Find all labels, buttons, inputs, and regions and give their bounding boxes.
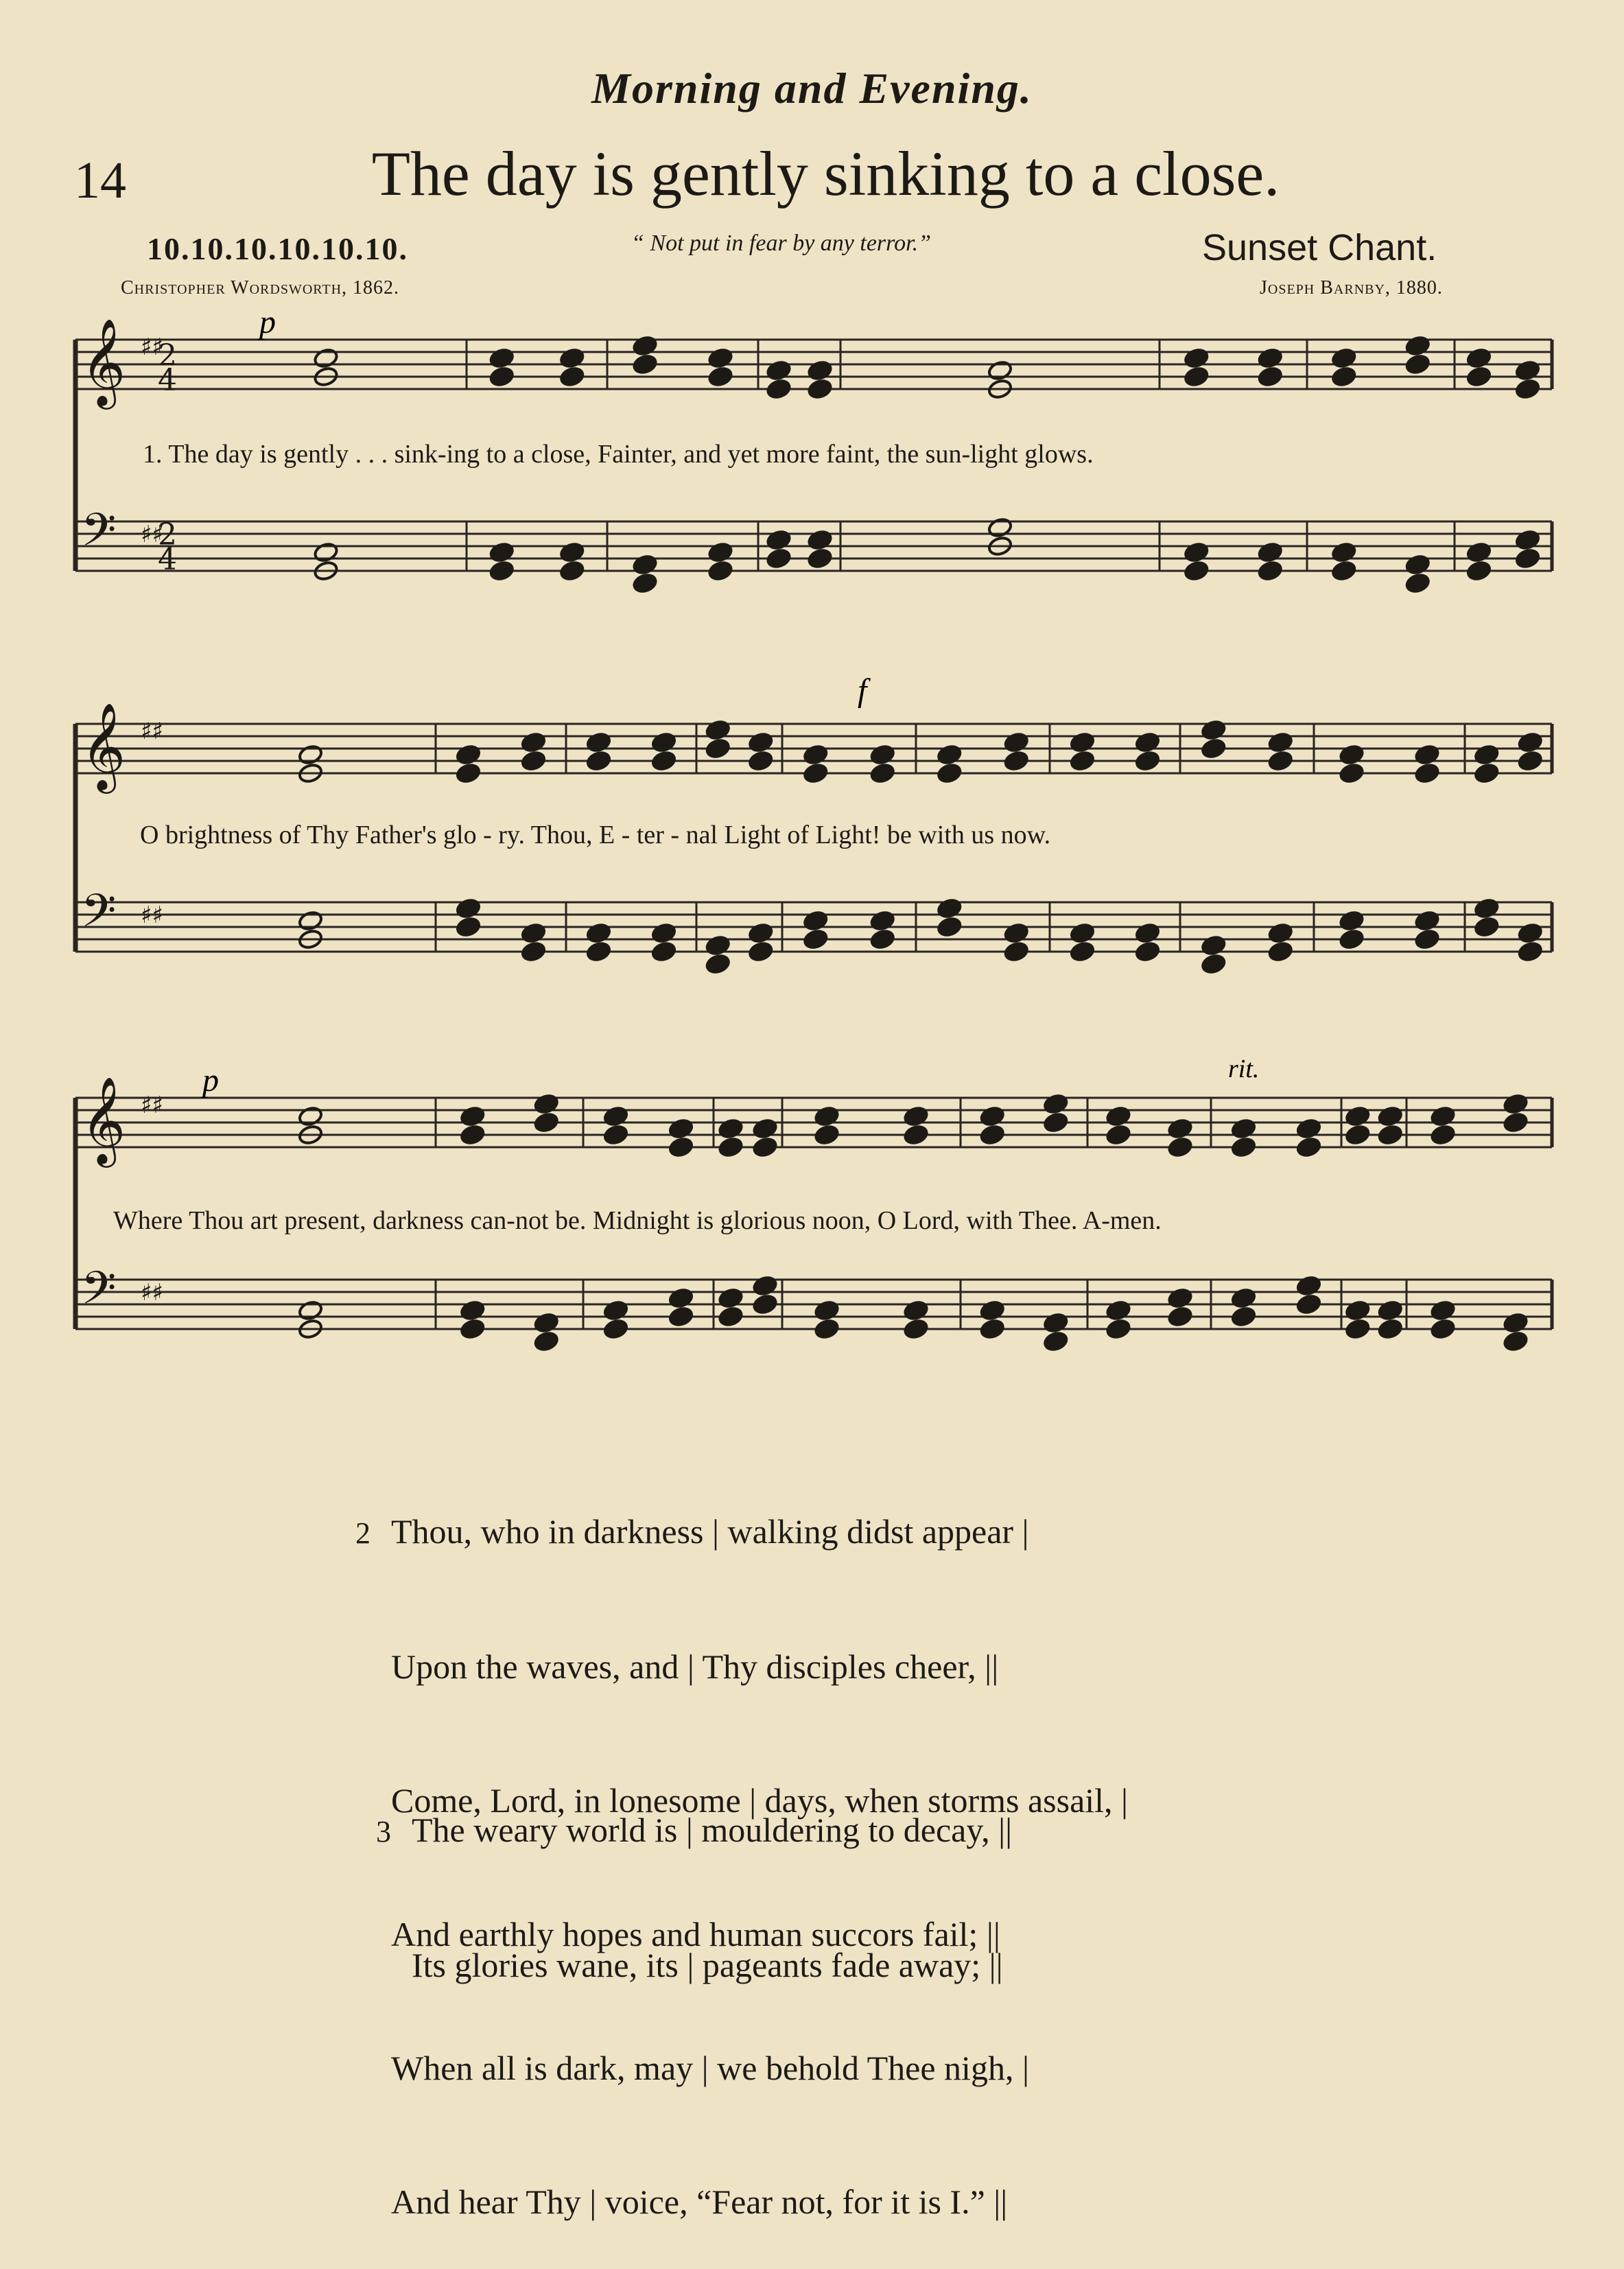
note-head bbox=[1331, 560, 1357, 582]
section-heading: Morning and Evening. bbox=[591, 64, 1033, 113]
verse-line bbox=[355, 2046, 1128, 2091]
note-head bbox=[1339, 910, 1365, 932]
note-head bbox=[1003, 731, 1029, 753]
note-head bbox=[533, 1312, 559, 1334]
note-head bbox=[1070, 941, 1096, 963]
note-head bbox=[807, 529, 833, 551]
note-head bbox=[1466, 366, 1492, 388]
note-head bbox=[603, 1124, 629, 1146]
note-head bbox=[1003, 750, 1029, 772]
note-head bbox=[1105, 1300, 1131, 1321]
note-head bbox=[1167, 1306, 1193, 1328]
note-head bbox=[718, 1136, 744, 1158]
note-head bbox=[869, 928, 895, 950]
note-head bbox=[521, 731, 547, 753]
treble-clef-icon: 𝄞 bbox=[81, 702, 126, 790]
lyric-line-1: 1. The day is gently . . . sink-ing to a close, Fainter, and yet more faint, the sun-light glows. bbox=[143, 440, 1094, 469]
note-head bbox=[937, 762, 963, 784]
note-head bbox=[1339, 928, 1365, 950]
note-head bbox=[460, 1318, 486, 1340]
note-head bbox=[651, 750, 677, 772]
note-head bbox=[707, 347, 733, 369]
note-head bbox=[668, 1306, 694, 1328]
note-head bbox=[1517, 731, 1543, 753]
note-head bbox=[603, 1300, 629, 1321]
note-head bbox=[1135, 731, 1161, 753]
note-head bbox=[521, 922, 547, 944]
note-head bbox=[1070, 750, 1096, 772]
note-head bbox=[521, 750, 547, 772]
note-head bbox=[1105, 1318, 1131, 1340]
note-head bbox=[1231, 1118, 1257, 1140]
note-head bbox=[766, 548, 792, 569]
note-head bbox=[1430, 1105, 1456, 1127]
note-head bbox=[1503, 1093, 1529, 1115]
note-head bbox=[298, 1300, 324, 1321]
verse-text: And hear Thy | voice, “Fear not, for it is I.” || bbox=[391, 2183, 1008, 2221]
note-head bbox=[1503, 1312, 1529, 1334]
note-head bbox=[705, 934, 731, 956]
note-head bbox=[1003, 941, 1029, 963]
note-head bbox=[1257, 366, 1283, 388]
note-head bbox=[1515, 378, 1541, 400]
dynamic-f: f bbox=[858, 672, 867, 709]
bass-clef-icon: 𝄢 bbox=[81, 884, 117, 948]
note-head bbox=[707, 541, 733, 563]
bass-clef-icon: 𝄢 bbox=[81, 504, 117, 567]
verse-number: 3 bbox=[376, 1815, 391, 1848]
verse-text: Its glories wane, its | pageants fade away; || bbox=[412, 1946, 1003, 1984]
note-head bbox=[718, 1287, 744, 1309]
note-head bbox=[586, 750, 612, 772]
verse-text: Upon the waves, and | Thy disciples cheer, || bbox=[391, 1647, 999, 1686]
key-signature-icon: ♯♯ bbox=[141, 333, 163, 361]
note-head bbox=[979, 1105, 1005, 1127]
note-head bbox=[586, 922, 612, 944]
note-head bbox=[707, 560, 733, 582]
note-head bbox=[1167, 1118, 1193, 1140]
note-head bbox=[1345, 1300, 1371, 1321]
note-head bbox=[748, 731, 774, 753]
note-head bbox=[752, 1275, 778, 1297]
note-head bbox=[668, 1118, 694, 1140]
time-signature-bottom: 4 bbox=[158, 542, 177, 577]
note-head bbox=[752, 1293, 778, 1315]
note-head bbox=[1345, 1105, 1371, 1127]
note-head bbox=[707, 366, 733, 388]
note-head bbox=[718, 1306, 744, 1328]
note-head bbox=[1267, 731, 1293, 753]
note-head bbox=[1267, 941, 1293, 963]
note-head bbox=[456, 744, 482, 766]
key-signature-icon: ♯♯ bbox=[141, 1279, 163, 1306]
note-head bbox=[1296, 1136, 1322, 1158]
note-head bbox=[903, 1124, 929, 1146]
note-head bbox=[1105, 1105, 1131, 1127]
note-head bbox=[1430, 1300, 1456, 1321]
note-head bbox=[1430, 1318, 1456, 1340]
note-head bbox=[1517, 922, 1543, 944]
note-head bbox=[1043, 1312, 1069, 1334]
verse-line bbox=[355, 1645, 1128, 1689]
composer-credit: Joseph Barnby, 1880. bbox=[1260, 277, 1443, 298]
note-head bbox=[632, 572, 658, 594]
lyric-line-2: O brightness of Thy Father's glo - ry. Thou, E - ter - nal Light of Light! be with us now. bbox=[140, 821, 1051, 849]
note-head bbox=[1043, 1112, 1069, 1133]
note-head bbox=[489, 541, 515, 563]
note-head bbox=[803, 744, 829, 766]
note-head bbox=[1267, 922, 1293, 944]
note-head bbox=[651, 922, 677, 944]
note-head bbox=[533, 1330, 559, 1352]
note-head bbox=[603, 1318, 629, 1340]
note-head bbox=[298, 910, 324, 932]
note-head bbox=[456, 916, 482, 938]
note-head bbox=[456, 762, 482, 784]
key-signature-icon: ♯♯ bbox=[141, 1092, 163, 1119]
note-head bbox=[1414, 910, 1440, 932]
note-head bbox=[559, 366, 585, 388]
note-head bbox=[1474, 744, 1500, 766]
note-head bbox=[1184, 560, 1210, 582]
note-head bbox=[1414, 928, 1440, 950]
note-head bbox=[987, 517, 1013, 539]
note-head bbox=[1267, 750, 1293, 772]
note-head bbox=[1430, 1124, 1456, 1146]
note-head bbox=[752, 1136, 778, 1158]
note-head bbox=[1466, 347, 1492, 369]
key-signature-icon: ♯♯ bbox=[141, 521, 163, 548]
note-head bbox=[586, 941, 612, 963]
note-head bbox=[937, 897, 963, 919]
note-head bbox=[814, 1318, 840, 1340]
note-head bbox=[1296, 1293, 1322, 1315]
note-head bbox=[651, 941, 677, 963]
note-head bbox=[1377, 1105, 1403, 1127]
verse-text: Come, Lord, in lonesome | days, when storms assail, | bbox=[391, 1781, 1129, 1820]
note-head bbox=[559, 541, 585, 563]
note-head bbox=[1331, 541, 1357, 563]
note-head bbox=[1201, 934, 1227, 956]
note-head bbox=[668, 1287, 694, 1309]
note-head bbox=[1201, 719, 1227, 741]
note-head bbox=[1515, 548, 1541, 569]
note-head bbox=[1167, 1136, 1193, 1158]
note-head bbox=[1331, 366, 1357, 388]
note-head bbox=[521, 941, 547, 963]
dynamic-rit: rit. bbox=[1228, 1055, 1260, 1083]
note-head bbox=[718, 1118, 744, 1140]
verse-text: The weary world is | mouldering to decay, || bbox=[412, 1811, 1013, 1849]
tune-name: Sunset Chant. bbox=[1202, 227, 1437, 268]
dynamic-p-1: p bbox=[259, 304, 276, 340]
verse-line bbox=[355, 1509, 1128, 1555]
note-head bbox=[1167, 1287, 1193, 1309]
dynamic-p-2: p bbox=[202, 1062, 219, 1098]
note-head bbox=[460, 1124, 486, 1146]
note-head bbox=[668, 1136, 694, 1158]
note-head bbox=[748, 922, 774, 944]
note-head bbox=[869, 910, 895, 932]
note-head bbox=[1404, 572, 1431, 594]
note-head bbox=[603, 1105, 629, 1127]
note-head bbox=[903, 1105, 929, 1127]
note-head bbox=[533, 1112, 559, 1133]
note-head bbox=[766, 529, 792, 551]
note-head bbox=[752, 1118, 778, 1140]
note-head bbox=[903, 1300, 929, 1321]
note-head bbox=[460, 1300, 486, 1321]
note-head bbox=[489, 347, 515, 369]
verse-line bbox=[376, 1808, 1012, 1854]
verse-text: And earthly hopes and human succors fail; || bbox=[391, 1915, 1000, 1953]
note-head bbox=[766, 360, 792, 381]
note-head bbox=[559, 560, 585, 582]
note-head bbox=[1515, 360, 1541, 381]
note-head bbox=[1296, 1118, 1322, 1140]
note-head bbox=[807, 548, 833, 569]
note-head bbox=[807, 378, 833, 400]
note-head bbox=[803, 762, 829, 784]
note-head bbox=[1503, 1112, 1529, 1133]
note-head bbox=[1474, 916, 1500, 938]
note-head bbox=[1184, 347, 1210, 369]
note-head bbox=[1345, 1124, 1371, 1146]
note-head bbox=[298, 1105, 324, 1127]
note-head bbox=[869, 744, 895, 766]
note-head bbox=[460, 1105, 486, 1127]
meter: 10.10.10.10.10.10. bbox=[147, 231, 408, 266]
note-head bbox=[766, 378, 792, 400]
note-head bbox=[937, 744, 963, 766]
hymn-number: 14 bbox=[74, 152, 126, 209]
note-head bbox=[1135, 750, 1161, 772]
note-head bbox=[1331, 347, 1357, 369]
note-head bbox=[1043, 1330, 1069, 1352]
note-head bbox=[748, 750, 774, 772]
note-head bbox=[814, 1124, 840, 1146]
treble-clef-icon: 𝄞 bbox=[81, 1076, 126, 1164]
verse-number: 2 bbox=[355, 1516, 370, 1550]
note-head bbox=[632, 335, 658, 357]
note-head bbox=[489, 366, 515, 388]
note-head bbox=[1339, 744, 1365, 766]
note-head bbox=[1003, 922, 1029, 944]
note-head bbox=[632, 353, 658, 375]
note-head bbox=[1377, 1318, 1403, 1340]
note-head bbox=[1414, 762, 1440, 784]
note-head bbox=[903, 1318, 929, 1340]
note-head bbox=[807, 360, 833, 381]
note-head bbox=[1503, 1330, 1529, 1352]
note-head bbox=[1257, 560, 1283, 582]
note-head bbox=[632, 554, 658, 576]
note-head bbox=[1404, 335, 1431, 357]
note-head bbox=[1070, 731, 1096, 753]
note-head bbox=[1231, 1136, 1257, 1158]
note-head bbox=[979, 1124, 1005, 1146]
note-head bbox=[814, 1300, 840, 1321]
note-head bbox=[937, 916, 963, 938]
note-head bbox=[1184, 541, 1210, 563]
note-head bbox=[814, 1105, 840, 1127]
note-head bbox=[748, 941, 774, 963]
verse-3 bbox=[376, 1719, 1012, 2032]
note-head bbox=[651, 731, 677, 753]
verse-line bbox=[355, 2180, 1128, 2224]
note-head bbox=[456, 897, 482, 919]
note-head bbox=[1339, 762, 1365, 784]
note-head bbox=[1377, 1300, 1403, 1321]
note-head bbox=[1257, 541, 1283, 563]
treble-clef-icon: 𝄞 bbox=[81, 318, 126, 405]
note-head bbox=[1474, 762, 1500, 784]
note-head bbox=[1404, 554, 1431, 576]
key-signature-icon: ♯♯ bbox=[141, 718, 163, 745]
note-head bbox=[1296, 1275, 1322, 1297]
note-head bbox=[313, 347, 339, 369]
note-head bbox=[705, 738, 731, 760]
note-head bbox=[1043, 1093, 1069, 1115]
note-head bbox=[1466, 560, 1492, 582]
verse-line bbox=[376, 1943, 1012, 1988]
note-head bbox=[1184, 366, 1210, 388]
note-head bbox=[1231, 1306, 1257, 1328]
note-head bbox=[803, 928, 829, 950]
note-head bbox=[1466, 541, 1492, 563]
key-signature-icon: ♯♯ bbox=[141, 902, 163, 929]
note-head bbox=[1231, 1287, 1257, 1309]
note-head bbox=[705, 719, 731, 741]
note-head bbox=[705, 953, 731, 975]
note-head bbox=[1070, 922, 1096, 944]
note-head bbox=[1414, 744, 1440, 766]
note-head bbox=[489, 560, 515, 582]
note-head bbox=[1201, 738, 1227, 760]
note-head bbox=[586, 731, 612, 753]
note-head bbox=[803, 910, 829, 932]
note-head bbox=[987, 360, 1013, 381]
note-head bbox=[1377, 1124, 1403, 1146]
verse-text: Thou, who in darkness | walking didst appear | bbox=[391, 1512, 1029, 1551]
note-head bbox=[1515, 529, 1541, 551]
time-signature-top: 2 bbox=[158, 517, 177, 552]
note-head bbox=[298, 744, 324, 766]
note-head bbox=[533, 1093, 559, 1115]
note-head bbox=[1105, 1124, 1131, 1146]
note-head bbox=[1135, 941, 1161, 963]
note-head bbox=[869, 762, 895, 784]
note-head bbox=[313, 541, 339, 563]
note-head bbox=[1474, 897, 1500, 919]
note-head bbox=[1517, 941, 1543, 963]
time-signature-bottom: 4 bbox=[158, 363, 177, 398]
note-head bbox=[1201, 953, 1227, 975]
note-head bbox=[1135, 922, 1161, 944]
note-head bbox=[979, 1300, 1005, 1321]
hymn-title: The day is gently sinking to a close. bbox=[371, 139, 1280, 209]
note-head bbox=[1517, 750, 1543, 772]
author-credit: Christopher Wordsworth, 1862. bbox=[121, 277, 400, 298]
note-head bbox=[1257, 347, 1283, 369]
bass-clef-icon: 𝄢 bbox=[81, 1262, 117, 1326]
note-head bbox=[1404, 353, 1431, 375]
lyric-line-3: Where Thou art present, darkness can-not be. Midnight is glorious noon, O Lord, with Thee. A-men. bbox=[113, 1206, 1162, 1235]
verse-text: When all is dark, may | we behold Thee nigh, | bbox=[391, 2049, 1029, 2087]
time-signature-top: 2 bbox=[158, 338, 177, 373]
note-head bbox=[1345, 1318, 1371, 1340]
note-head bbox=[979, 1318, 1005, 1340]
note-head bbox=[559, 347, 585, 369]
epigraph: “ Not put in fear by any terror.” bbox=[631, 231, 931, 256]
